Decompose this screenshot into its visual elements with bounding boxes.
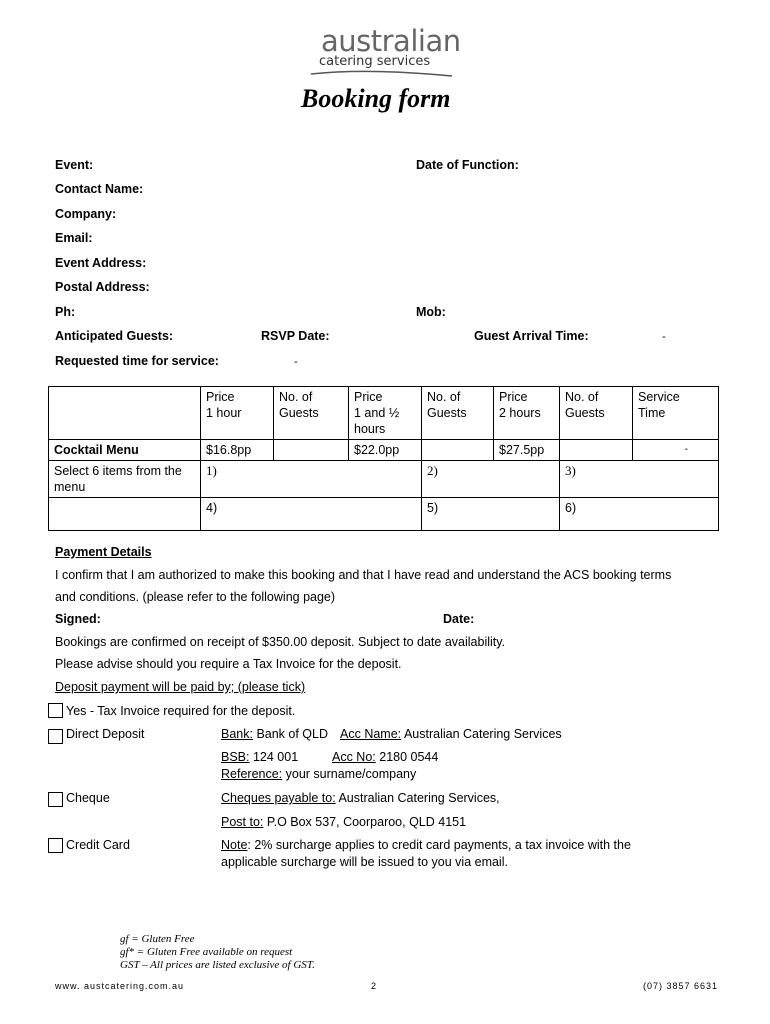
reference-line xyxy=(221,767,416,781)
service-time-cell[interactable]: - xyxy=(633,440,719,461)
acc-name-value: Australian Catering Services xyxy=(401,727,562,741)
confirm-text-line2: and conditions. (please refer to the following page) xyxy=(55,590,336,604)
tax-invoice-note: Please advise should you require a Tax Invoice for the deposit. xyxy=(55,657,402,671)
credit-card-checkbox[interactable] xyxy=(48,838,63,853)
acc-name-label: Acc Name: xyxy=(340,727,402,741)
guests-2-cell[interactable] xyxy=(422,440,494,461)
bsb-line xyxy=(221,750,298,764)
footer-page-number: 2 xyxy=(371,981,378,991)
email-label: Email: xyxy=(55,231,93,245)
company-label: Company: xyxy=(55,207,117,221)
menu-item-1[interactable]: 1) xyxy=(201,461,422,498)
guests-3-cell[interactable] xyxy=(560,440,633,461)
page-title: Booking form xyxy=(301,84,451,113)
header-guests-1: No. of Guests xyxy=(274,387,349,440)
price-1h-value: $16.8pp xyxy=(201,440,274,461)
logo-brand: australian xyxy=(321,24,461,58)
event-label: Event: xyxy=(55,158,94,172)
mob-label: Mob: xyxy=(416,305,446,319)
bank-label: Bank: xyxy=(221,727,253,741)
menu-item-4[interactable]: 4) xyxy=(201,498,422,531)
ph-label: Ph: xyxy=(55,305,76,319)
cheques-line xyxy=(221,791,500,805)
bank-value: Bank of QLD xyxy=(252,727,329,741)
header-price-2h: Price 2 hours xyxy=(494,387,560,440)
empty-label-cell xyxy=(49,498,201,531)
date-label: Date: xyxy=(443,612,475,626)
note-value: : 2% surcharge applies to credit card payments, a tax invoice with the xyxy=(247,838,631,852)
table-row xyxy=(49,498,719,531)
note-label: Note xyxy=(221,838,248,852)
tax-invoice-checkbox[interactable] xyxy=(48,703,63,718)
reference-value: your surname/company xyxy=(282,767,417,781)
postal-address-label: Postal Address: xyxy=(55,280,150,294)
logo-swoosh-icon xyxy=(309,66,454,80)
price-1-5h-value: $22.0pp xyxy=(349,440,422,461)
post-label: Post to: xyxy=(221,815,264,829)
guest-arrival-dash: - xyxy=(662,331,666,343)
confirm-text-line1: I confirm that I am authorized to make this booking and that I have read and understand the ACS booking terms xyxy=(55,568,672,582)
header-guests-2: No. of Guests xyxy=(422,387,494,440)
anticipated-guests-label: Anticipated Guests: xyxy=(55,329,174,343)
guests-1-cell[interactable] xyxy=(274,440,349,461)
header-price-1-5h: Price 1 and ½ hours xyxy=(349,387,422,440)
deposit-note: Bookings are confirmed on receipt of $350.00 deposit. Subject to date availability. xyxy=(55,635,506,649)
bsb-label: BSB: xyxy=(221,750,250,764)
logo-subtitle: catering services xyxy=(319,54,431,69)
header-cell-empty xyxy=(49,387,201,440)
table-row xyxy=(49,461,719,498)
deposit-by-label: Deposit payment will be paid by; (please tick) xyxy=(55,680,306,694)
post-value: P.O Box 537, Coorparoo, QLD 4151 xyxy=(263,815,467,829)
reference-label: Reference: xyxy=(221,767,283,781)
table-row xyxy=(49,440,719,461)
menu-item-5[interactable]: 5) xyxy=(422,498,560,531)
acc-no-label: Acc No: xyxy=(332,750,376,764)
cheques-value: Australian Catering Services, xyxy=(335,791,500,805)
payment-details-heading: Payment Details xyxy=(55,545,152,559)
bank-line xyxy=(221,727,562,741)
table-header-row xyxy=(49,387,719,440)
menu-item-2[interactable]: 2) xyxy=(422,461,560,498)
direct-deposit-option: Direct Deposit xyxy=(66,727,145,741)
menu-item-6[interactable]: 6) xyxy=(560,498,719,531)
note-line xyxy=(221,838,631,852)
rsvp-date-label: RSVP Date: xyxy=(261,329,330,343)
note-line-2: applicable surcharge will be issued to you via email. xyxy=(221,855,508,869)
header-guests-3: No. of Guests xyxy=(560,387,633,440)
contact-name-label: Contact Name: xyxy=(55,182,144,196)
footnote-gst: GST – All prices are listed exclusive of GST. xyxy=(120,959,315,971)
footnote-gf-star: gf* = Gluten Free available on request xyxy=(120,946,293,958)
footnote-gf: gf = Gluten Free xyxy=(120,933,195,945)
cocktail-menu-table xyxy=(48,386,719,531)
menu-item-3[interactable]: 3) xyxy=(560,461,719,498)
acc-no-value: 2180 0544 xyxy=(375,750,439,764)
footer-phone: (07) 3857 6631 xyxy=(643,981,719,991)
cheques-label: Cheques payable to: xyxy=(221,791,336,805)
requested-time-label: Requested time for service: xyxy=(55,354,219,368)
direct-deposit-checkbox[interactable] xyxy=(48,729,63,744)
requested-time-dash: - xyxy=(294,356,298,368)
footer-website: www. austcatering.com.au xyxy=(55,981,185,991)
post-line xyxy=(221,815,466,829)
select-items-label: Select 6 items from the menu xyxy=(49,461,201,498)
event-address-label: Event Address: xyxy=(55,256,147,270)
tax-invoice-option: Yes - Tax Invoice required for the deposit. xyxy=(66,704,296,718)
bsb-value: 124 001 xyxy=(249,750,299,764)
cheque-checkbox[interactable] xyxy=(48,792,63,807)
header-service-time: Service Time xyxy=(633,387,719,440)
acc-no-line xyxy=(332,750,438,764)
cocktail-menu-label: Cocktail Menu xyxy=(49,440,201,461)
header-price-1h: Price 1 hour xyxy=(201,387,274,440)
signed-label: Signed: xyxy=(55,612,101,626)
guest-arrival-time-label: Guest Arrival Time: xyxy=(474,329,589,343)
price-2h-value: $27.5pp xyxy=(494,440,560,461)
cheque-option: Cheque xyxy=(66,791,110,805)
credit-card-option: Credit Card xyxy=(66,838,130,852)
date-of-function-label: Date of Function: xyxy=(416,158,519,172)
